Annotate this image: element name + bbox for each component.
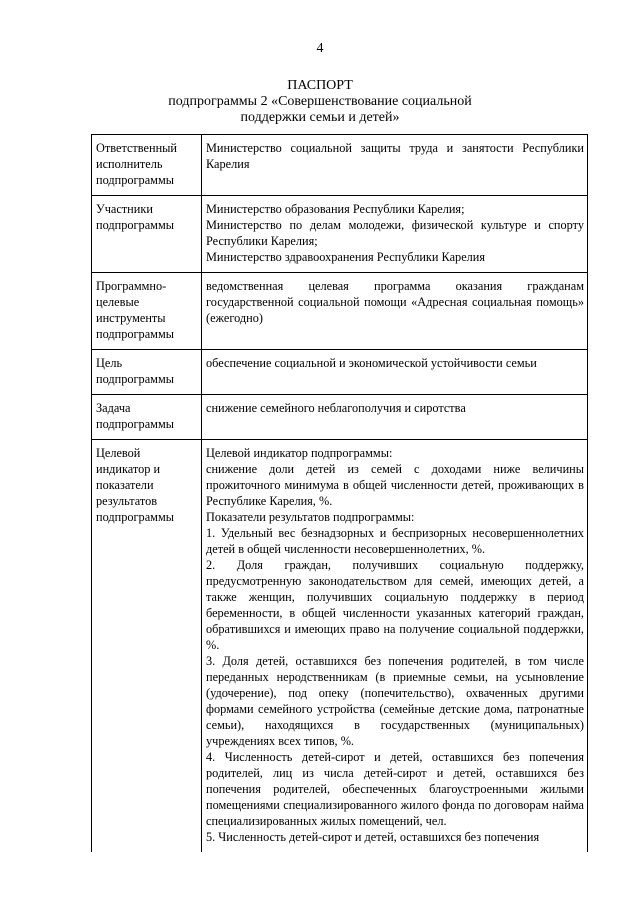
label-line: индикатор и [96, 462, 161, 476]
value-paragraph: Министерство социальной защиты труда и занятости Республики Карелия [206, 141, 584, 171]
page-number: 4 [316, 41, 324, 56]
value-paragraph: ведомственная целевая программа оказания гражданам государственной социальной помощи «Адресная социальная помощь» (ежегодно) [206, 279, 584, 325]
label-line: Целевой [96, 446, 141, 460]
row-label [92, 395, 202, 440]
row-value [202, 135, 588, 196]
label-line: подпрограммы [96, 372, 174, 386]
label-line: показатели [96, 478, 154, 492]
value-paragraph: 4. Численность детей-сирот и детей, оставшихся без попечения родителей, лиц из числа детей-сирот и детей, оставшихся без попечения родителей, обеспеченных благоустроенными жилыми помещениями специализированного жилого фонда по договорам найма специализированных жилых помещений, чел. [206, 750, 584, 828]
label-line: Задача [96, 401, 131, 415]
title-line-2: подпрограммы 2 «Совершенствование социальной [168, 94, 472, 109]
value-paragraph: снижение доли детей из семей с доходами ниже величины прожиточного минимума в общей численности детей, проживающих в Республике Карелия, %. [206, 462, 584, 508]
row-value [202, 273, 588, 350]
value-paragraph: снижение семейного неблагополучия и сиротства [206, 401, 466, 415]
passport-table [91, 134, 588, 852]
value-paragraph: 5. Численность детей-сирот и детей, оставшихся без попечения [206, 830, 540, 844]
value-paragraph: Министерство по делам молодежи, физической культуре и спорту Республики Карелия; [206, 218, 584, 248]
table-row-instruments [92, 273, 588, 350]
label-line: Ответственный [96, 141, 177, 155]
row-value [202, 350, 588, 395]
value-paragraph: 3. Доля детей, оставшихся без попечения родителей, в том числе переданных неродственникам (в приемные семьи, на усыновление (удочерение), под опеку (попечительство), охваченных другими формами семейного устройства (семейные детские дома, патронатные семьи), находящихся в государственных (муниципальных) учреждениях всех типов, %. [206, 654, 584, 748]
label-line: результатов [96, 494, 158, 508]
table-row-participants [92, 196, 588, 273]
label-line: Программно- [96, 279, 167, 293]
label-line: подпрограммы [96, 510, 174, 524]
row-value [202, 196, 588, 273]
label-line: целевые [96, 295, 140, 309]
label-line: Участники [96, 202, 153, 216]
table-row-indicators [92, 440, 588, 853]
row-label [92, 196, 202, 273]
label-line: подпрограммы [96, 417, 174, 431]
value-paragraph: 1. Удельный вес безнадзорных и беспризорных несовершеннолетних детей в общей численности несовершеннолетних, %. [206, 526, 584, 556]
value-paragraph: Министерство образования Республики Карелия; [206, 202, 465, 216]
row-label [92, 135, 202, 196]
label-line: подпрограммы [96, 218, 174, 232]
label-line: Цель [96, 356, 123, 370]
label-line: подпрограммы [96, 327, 174, 341]
label-line: подпрограммы [96, 173, 174, 187]
value-paragraph: Министерство здравоохранения Республики Карелия [206, 250, 486, 264]
row-label [92, 350, 202, 395]
passport-title [0, 78, 640, 126]
row-value [202, 440, 588, 853]
value-paragraph: обеспечение социальной и экономической устойчивости семьи [206, 356, 537, 370]
row-value [202, 395, 588, 440]
row-label [92, 440, 202, 853]
table-row-responsible [92, 135, 588, 196]
table-row-goal [92, 350, 588, 395]
row-label [92, 273, 202, 350]
table-row-task [92, 395, 588, 440]
value-paragraph: 2. Доля граждан, получивших социальную поддержку, предусмотренную законодательством для семей, имеющих детей, а также женщин, получивших социальную поддержку в период беременности, в общей численности указанных категорий граждан, обратившихся и имеющих право на получение социальной поддержки, %. [206, 558, 584, 652]
title-line-1: ПАСПОРТ [287, 78, 353, 93]
title-line-3: поддержки семьи и детей» [240, 110, 400, 125]
value-paragraph: Целевой индикатор подпрограммы: [206, 446, 393, 460]
label-line: инструменты [96, 311, 166, 325]
value-paragraph: Показатели результатов подпрограммы: [206, 510, 415, 524]
label-line: исполнитель [96, 157, 163, 171]
